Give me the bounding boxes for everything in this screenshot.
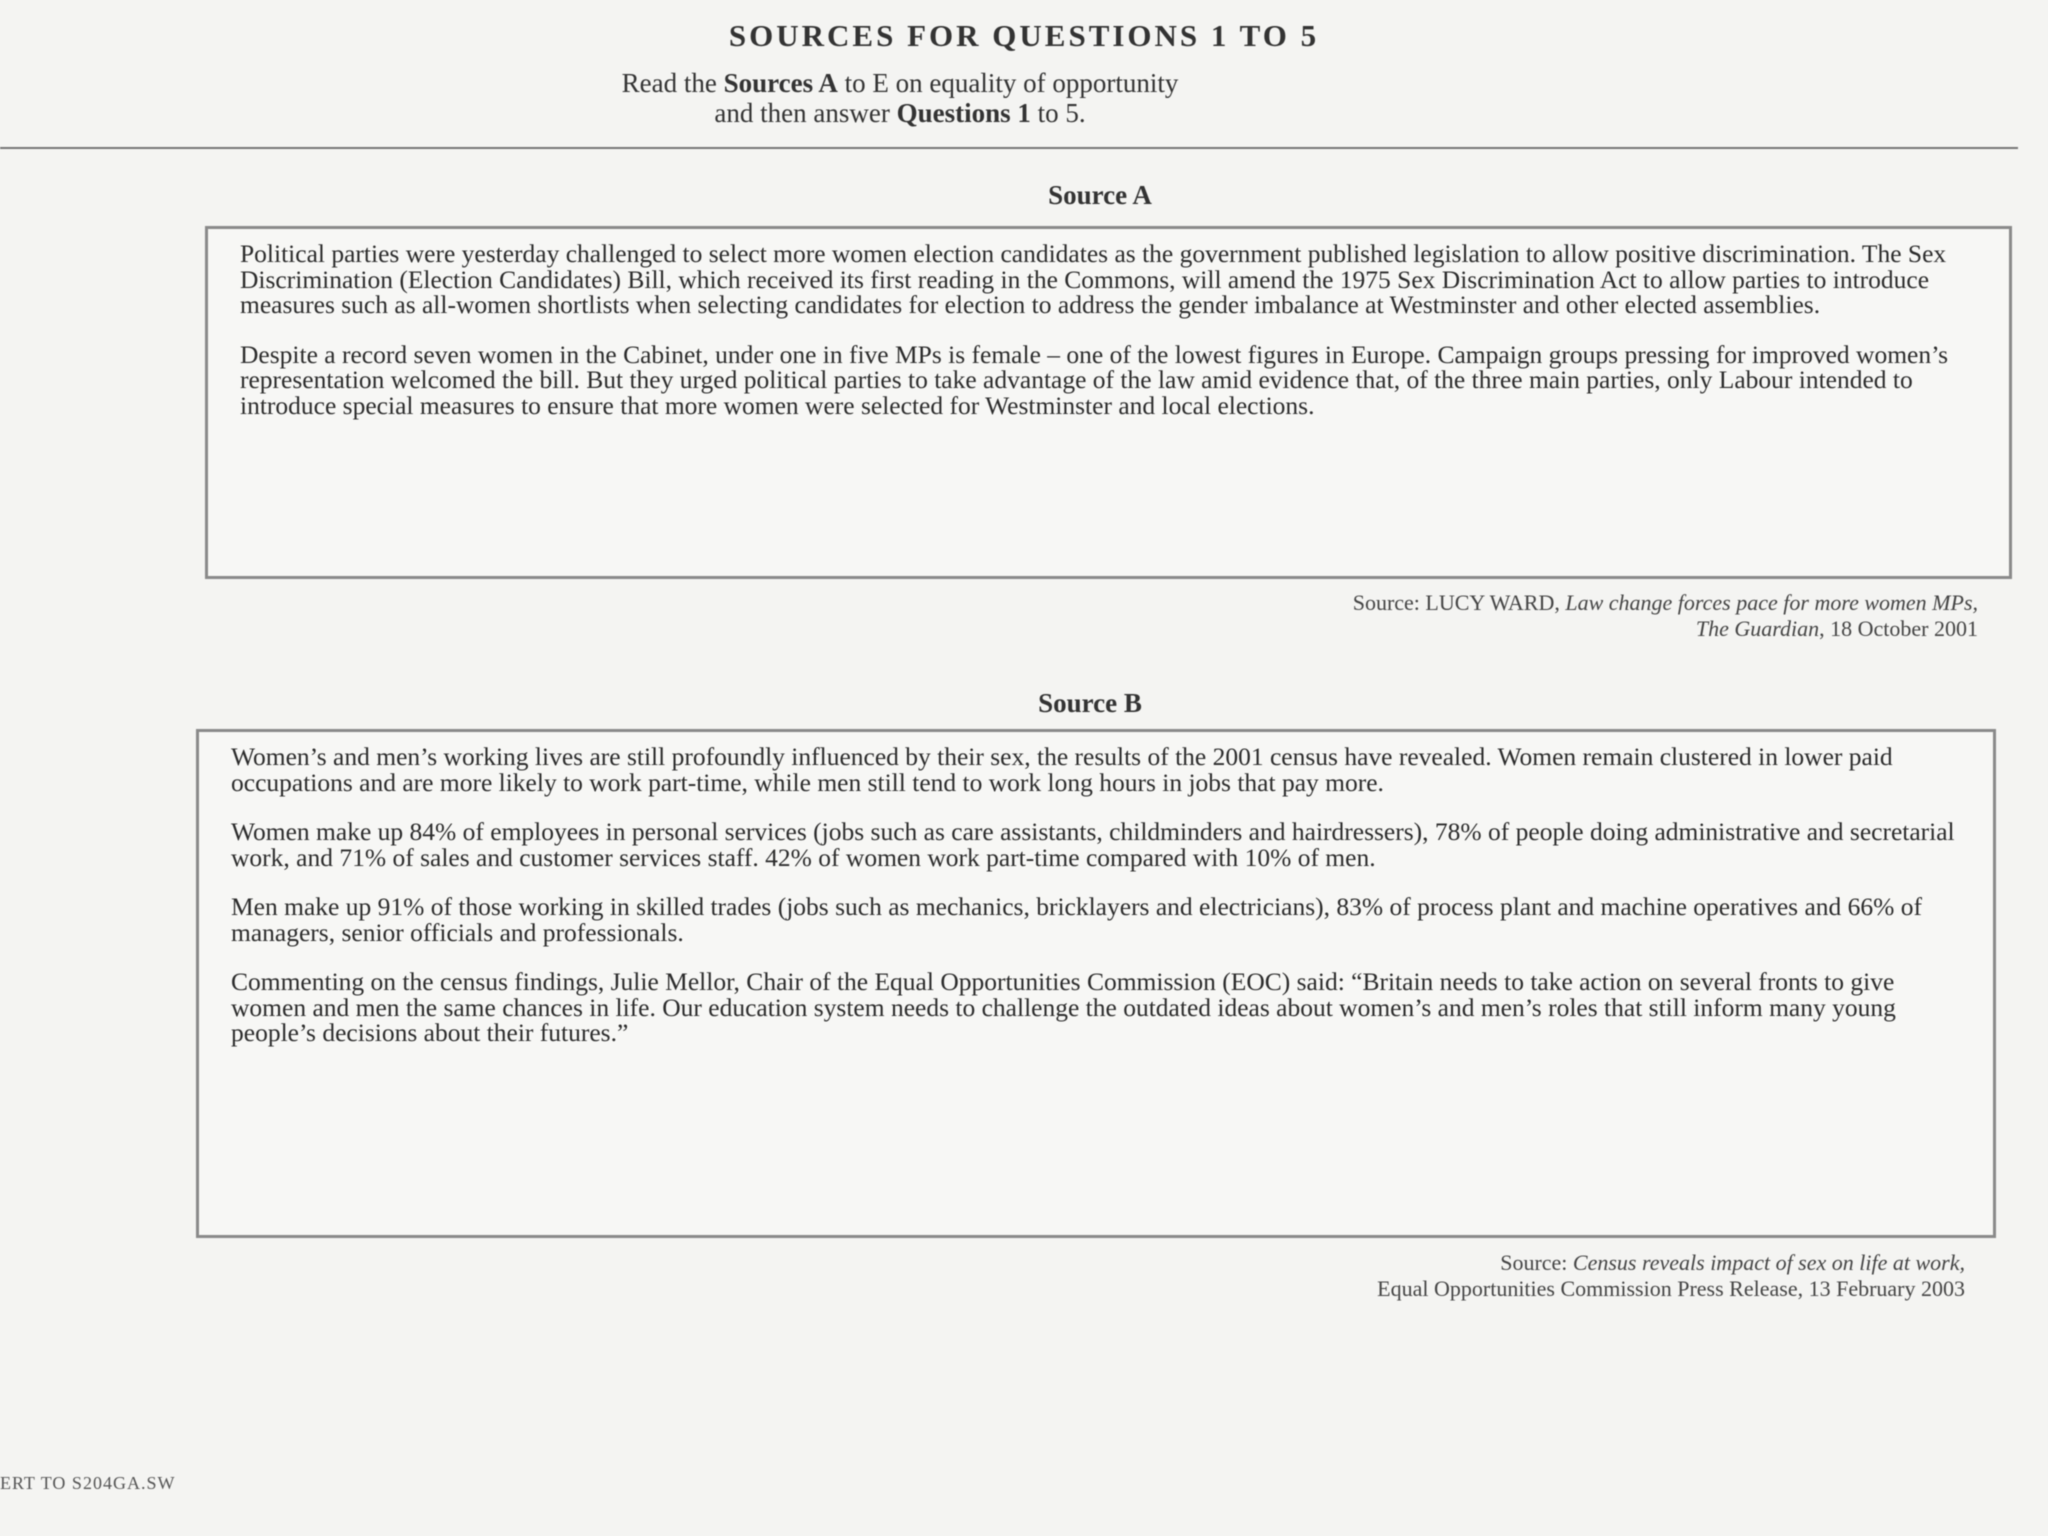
header-divider [0,147,2018,149]
instruction-questions: Questions 1 [896,98,1031,128]
page-title: SOURCES FOR QUESTIONS 1 TO 5 [728,18,1320,53]
source-a-paragraph-1: Political parties were yesterday challenged to select more women election candidates as the government published legislation to allow positive discrimination. The Sex Discrimination (Election Candidates) Bill, which received its first reading in the Commons, will amend the 1975 Sex Discrimination Act to allow parties to introduce measures such as all-women shortlists when selecting candidates for election to address the gender imbalance at Westminster and other elected assemblies. [240,239,1947,319]
source-a-citation-line-2 [600,616,1978,642]
instruction-mid: to E on equality of opportunity [837,68,1179,98]
instructions-line-2 [0,98,1800,128]
source-b-citation-title: Census reveals impact of sex on life at work, [1572,1250,1965,1275]
instruction-suffix: to 5. [1030,98,1086,128]
instructions-line-1 [0,68,1800,98]
source-a-paragraph-2: Despite a record seven women in the Cabinet, under one in five MPs is female – one of the lowest figures in Europe. Campaign groups pressing for improved women’s representation welcomed the bill. But they urged political parties to take advantage of the law amid evidence that, of the three main parties, only Labour intended to introduce special measures to ensure that more women were selected for Westminster and local elections. [240,339,1949,420]
instruction-sources: Sources A [723,68,838,98]
instruction-prefix: Read the [621,68,724,98]
source-b-paragraph-4: Commenting on the census findings, Julie Mellor, Chair of the Equal Opportunities Commission (EOC) said: “Britain needs to take action on several fronts to give women and men the same chances in life. Our education system needs to challenge the outdated ideas about women’s and men’s roles that still inform many young people’s decisions about their futures.” [231,967,1896,1047]
source-a-citation-publication: The Guardian [1695,616,1820,641]
source-a-citation-prefix: Source: LUCY WARD, [1352,590,1566,615]
source-b-box [196,729,1996,1238]
source-b-citation-line-2: Equal Opportunities Commission Press Release, 13 February 2003 [1377,1276,1965,1301]
source-a-heading: Source A [1048,180,1152,210]
source-a-citation-date: , 18 October 2001 [1819,616,1978,641]
source-b-citation-line-1 [600,1250,1965,1276]
source-a-citation [600,590,1978,642]
instruction-line2-prefix: and then answer [714,98,897,128]
source-a-citation-line-1 [600,590,1978,616]
source-b-paragraph-1: Women’s and men’s working lives are still profoundly influenced by their sex, the results of the 2001 census have revealed. Women remain clustered in lower paid occupations and are more likely to work part-time, while men still tend to work long hours in jobs that pay more. [231,742,1893,797]
source-b-paragraph-3: Men make up 91% of those working in skilled trades (jobs such as mechanics, bricklayers and electricians), 83% of process plant and machine operatives and 66% of managers, senior officials and professionals. [231,892,1922,947]
source-a-citation-title: Law change forces pace for more women MPs, [1565,590,1978,615]
source-a-box [205,226,2012,579]
source-b-citation-prefix: Source: [1500,1250,1573,1275]
source-b-citation [600,1250,1965,1302]
source-b-heading: Source B [1038,688,1142,718]
source-b-paragraph-2: Women make up 84% of employees in personal services (jobs such as care assistants, childminders and hairdressers), 78% of people doing administrative and secretarial work, and 71% of sales and customer services staff. 42% of women work part-time compared with 10% of men. [231,817,1955,872]
instructions [0,68,1800,128]
footer-code: ERT TO S204GA.SW [0,1473,176,1493]
